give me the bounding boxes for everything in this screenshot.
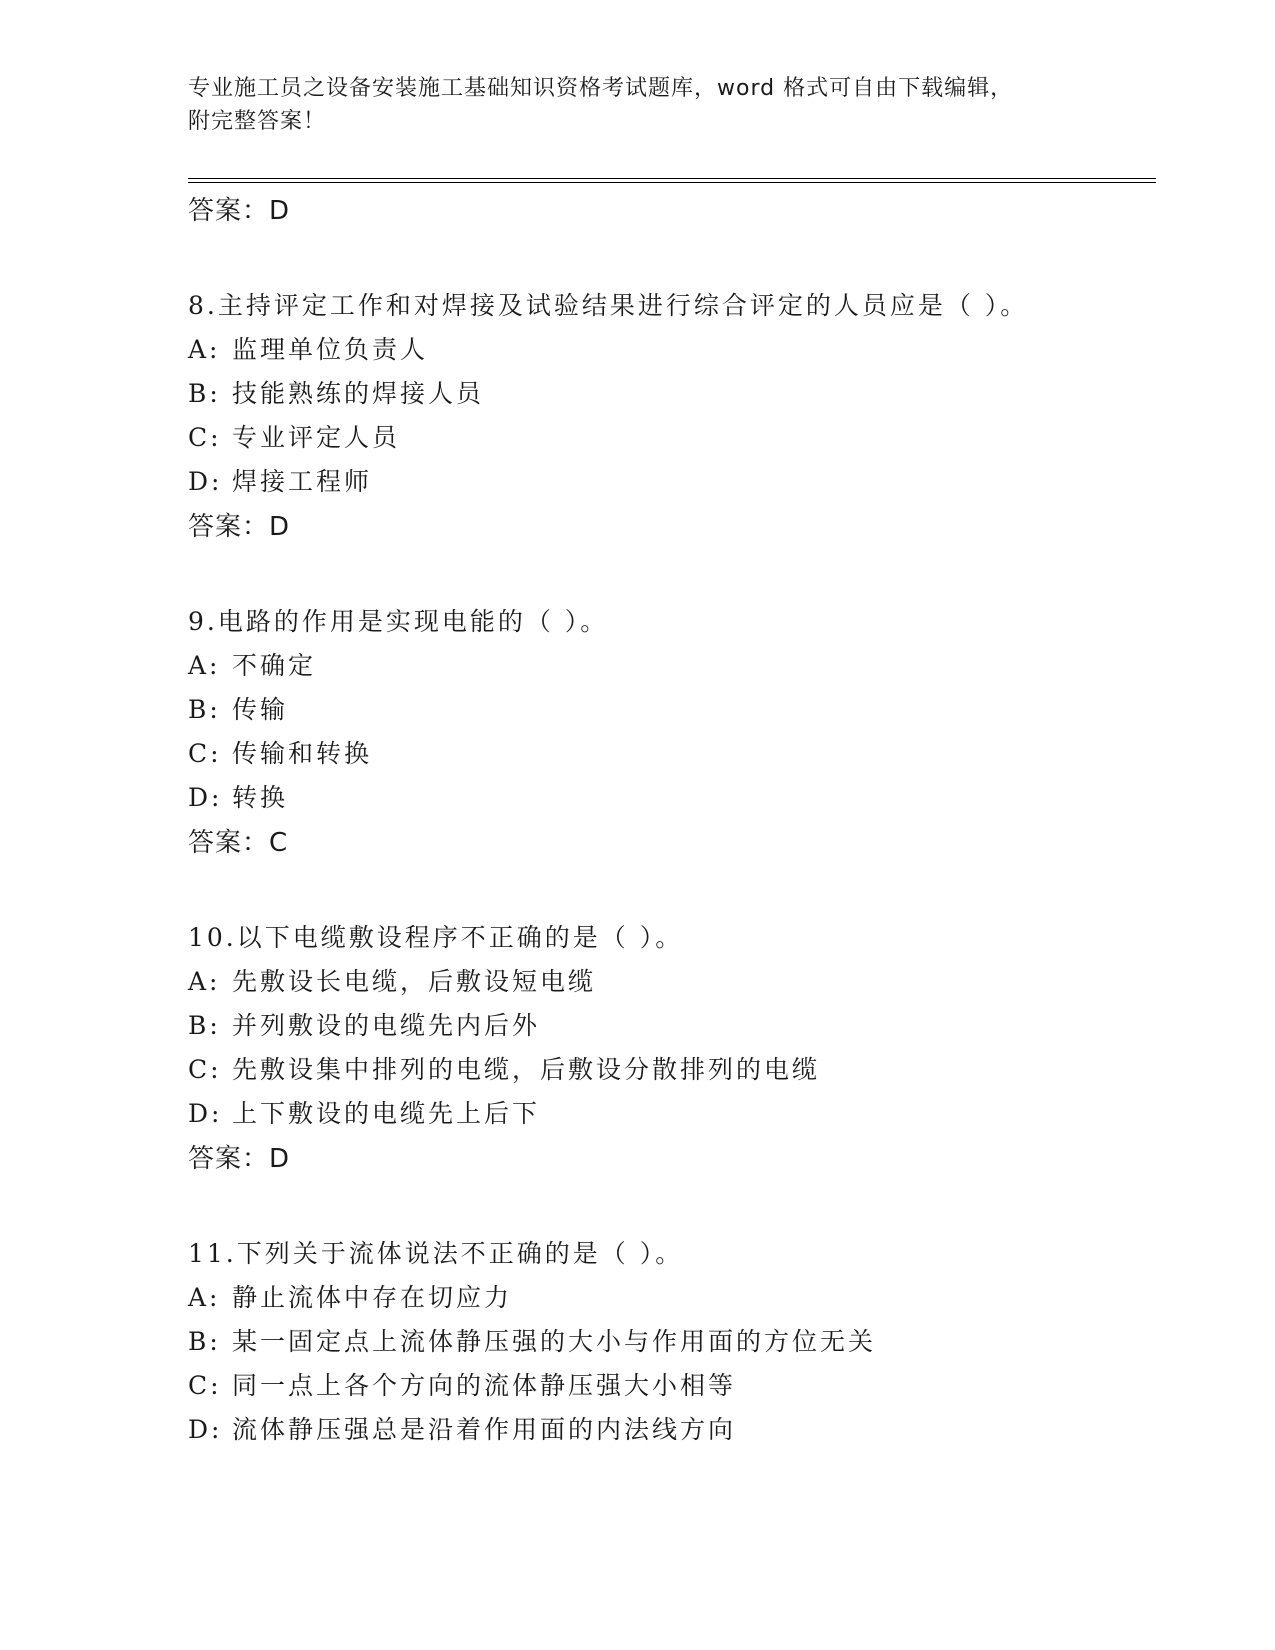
answer-value: D bbox=[269, 512, 291, 542]
option-text: 传输 bbox=[232, 695, 289, 724]
option-letter: A: bbox=[188, 335, 221, 364]
question-10-option-c bbox=[188, 1050, 820, 1086]
question-10-option-b bbox=[188, 1006, 540, 1042]
option-letter: D: bbox=[188, 1415, 223, 1444]
question-8-answer bbox=[188, 506, 290, 543]
option-text: 先敷设集中排列的电缆，后敷设分散排列的电缆 bbox=[232, 1055, 821, 1084]
option-letter: C: bbox=[188, 423, 222, 452]
header-divider-bottom bbox=[188, 182, 1156, 183]
question-9-option-a bbox=[188, 646, 316, 682]
question-9-stem: 9.电路的作用是实现电能的（ ）。 bbox=[188, 607, 609, 636]
question-11-option-d bbox=[188, 1410, 736, 1446]
option-text: 静止流体中存在切应力 bbox=[232, 1283, 513, 1312]
option-letter: C: bbox=[188, 1055, 222, 1084]
option-letter: A: bbox=[188, 967, 221, 996]
header-line-2: 附完整答案！ bbox=[188, 109, 327, 134]
option-text: 并列敷设的电缆先内后外 bbox=[232, 1011, 541, 1040]
question-8-stem: 8.主持评定工作和对焊接及试验结果进行综合评定的人员应是（ ）。 bbox=[188, 291, 1029, 320]
option-text: 上下敷设的电缆先上后下 bbox=[232, 1099, 541, 1128]
answer-value: C bbox=[269, 828, 289, 858]
question-9-option-d bbox=[188, 778, 288, 814]
option-text: 先敷设长电缆，后敷设短电缆 bbox=[232, 967, 597, 996]
option-letter: D: bbox=[188, 783, 223, 812]
prev-answer bbox=[188, 190, 290, 227]
question-8-option-a bbox=[188, 330, 428, 366]
document-header bbox=[188, 72, 1088, 138]
option-letter: B: bbox=[188, 379, 221, 408]
question-10-answer bbox=[188, 1138, 290, 1175]
option-text: 流体静压强总是沿着作用面的内法线方向 bbox=[232, 1415, 737, 1444]
question-10-option-d bbox=[188, 1094, 540, 1130]
option-text: 同一点上各个方向的流体静压强大小相等 bbox=[232, 1371, 737, 1400]
option-text: 监理单位负责人 bbox=[232, 335, 429, 364]
question-9-option-b bbox=[188, 690, 288, 726]
question-9-option-c bbox=[188, 734, 372, 770]
question-11-option-c bbox=[188, 1366, 736, 1402]
question-8-option-d bbox=[188, 462, 372, 498]
question-8-option-b bbox=[188, 374, 484, 410]
option-letter: B: bbox=[188, 695, 221, 724]
question-8-option-c bbox=[188, 418, 400, 454]
option-letter: D: bbox=[188, 1099, 223, 1128]
answer-label: 答案： bbox=[188, 196, 270, 226]
option-text: 专业评定人员 bbox=[232, 423, 401, 452]
question-10-stem: 10.以下电缆敷设程序不正确的是（ ）。 bbox=[188, 923, 684, 952]
question-11-stem: 11.下列关于流体说法不正确的是（ ）。 bbox=[188, 1239, 684, 1268]
option-letter: B: bbox=[188, 1011, 221, 1040]
answer-label: 答案： bbox=[188, 512, 270, 542]
answer-value: D bbox=[269, 1144, 291, 1174]
question-11-option-a bbox=[188, 1278, 512, 1314]
option-text: 传输和转换 bbox=[232, 739, 373, 768]
header-line-1: 专业施工员之设备安装施工基础知识资格考试题库，word 格式可自由下载编辑， bbox=[188, 76, 1014, 101]
option-text: 某一固定点上流体静压强的大小与作用面的方位无关 bbox=[232, 1327, 877, 1356]
option-text: 技能熟练的焊接人员 bbox=[232, 379, 485, 408]
option-letter: A: bbox=[188, 1283, 221, 1312]
option-letter: A: bbox=[188, 651, 221, 680]
option-letter: D: bbox=[188, 467, 223, 496]
option-letter: C: bbox=[188, 1371, 222, 1400]
question-10-option-a bbox=[188, 962, 596, 998]
answer-value: D bbox=[269, 196, 291, 226]
answer-label: 答案： bbox=[188, 828, 270, 858]
option-letter: B: bbox=[188, 1327, 221, 1356]
option-letter: C: bbox=[188, 739, 222, 768]
header-divider-top bbox=[188, 178, 1156, 179]
question-9-answer bbox=[188, 822, 288, 859]
answer-label: 答案： bbox=[188, 1144, 270, 1174]
question-11-option-b bbox=[188, 1322, 876, 1358]
option-text: 焊接工程师 bbox=[232, 467, 373, 496]
option-text: 转换 bbox=[232, 783, 289, 812]
option-text: 不确定 bbox=[232, 651, 317, 680]
